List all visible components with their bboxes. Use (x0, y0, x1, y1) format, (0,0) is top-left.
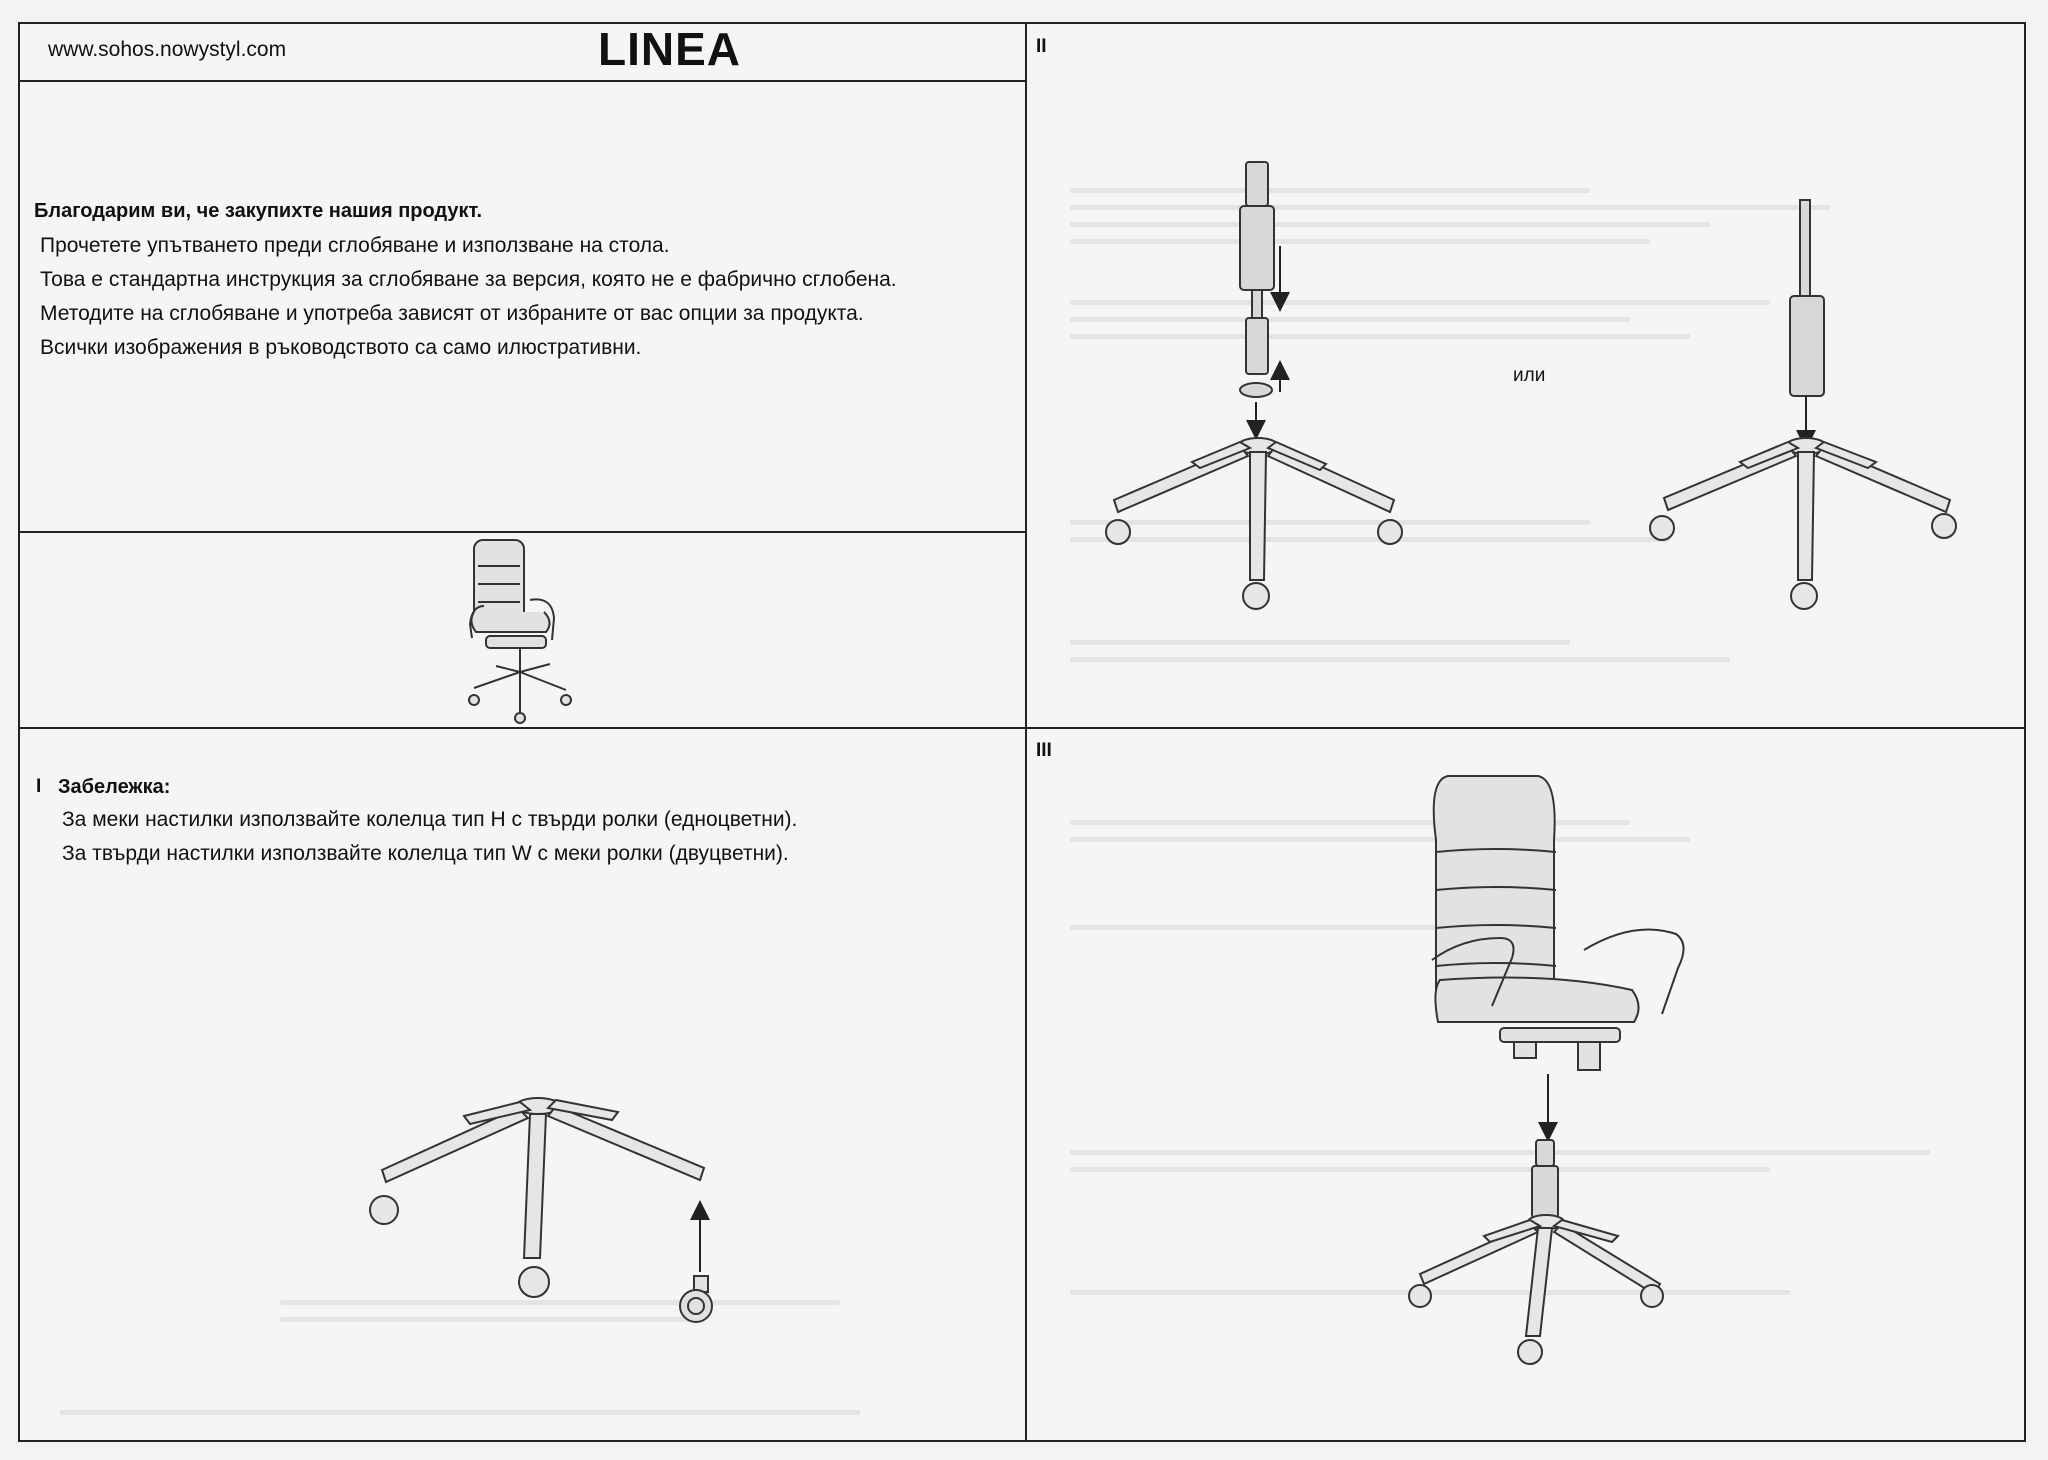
note-line: За меки настилки използвайте колелца тип H с твърди ролки (едноцветни). (62, 808, 798, 831)
intro-thanks: Благодарим ви, че закупихте нашия продукт. (34, 200, 483, 222)
intro-line: Методите на сглобяване и употреба зависят от избраните от вас опции за продукта. (40, 302, 864, 325)
caster-wheel-icon (680, 1276, 712, 1322)
office-chair-icon (1432, 776, 1684, 1070)
step-one-label: I (36, 776, 42, 797)
office-chair-icon (469, 540, 571, 723)
gas-lift-icon (1790, 200, 1824, 396)
chair-base-icon (1409, 1215, 1663, 1364)
product-title: LINEA (598, 23, 741, 75)
chair-base-icon (1106, 438, 1402, 609)
intro-line: Прочетете упътването преди сглобяване и използване на стола. (40, 234, 670, 257)
note-line: За твърди настилки използвайте колелца тип W с меки ролки (двуцветни). (62, 842, 789, 865)
gas-lift-icon (1240, 162, 1274, 397)
website-url: www.sohos.nowystyl.com (48, 38, 287, 61)
chair-base-icon (1650, 438, 1956, 609)
intro-line: Всички изображения в ръководството са само илюстративни. (40, 336, 642, 359)
step-three-label: III (1036, 740, 1052, 761)
note-title: Забележка: (58, 776, 171, 798)
gas-lift-icon (1532, 1140, 1558, 1218)
or-label: или (1513, 365, 1546, 386)
intro-line: Това е стандартна инструкция за сглобяване за версия, която не е фабрично сглобена. (40, 268, 897, 291)
chair-base-icon (370, 1098, 704, 1297)
step-two-label: II (1036, 36, 1047, 57)
